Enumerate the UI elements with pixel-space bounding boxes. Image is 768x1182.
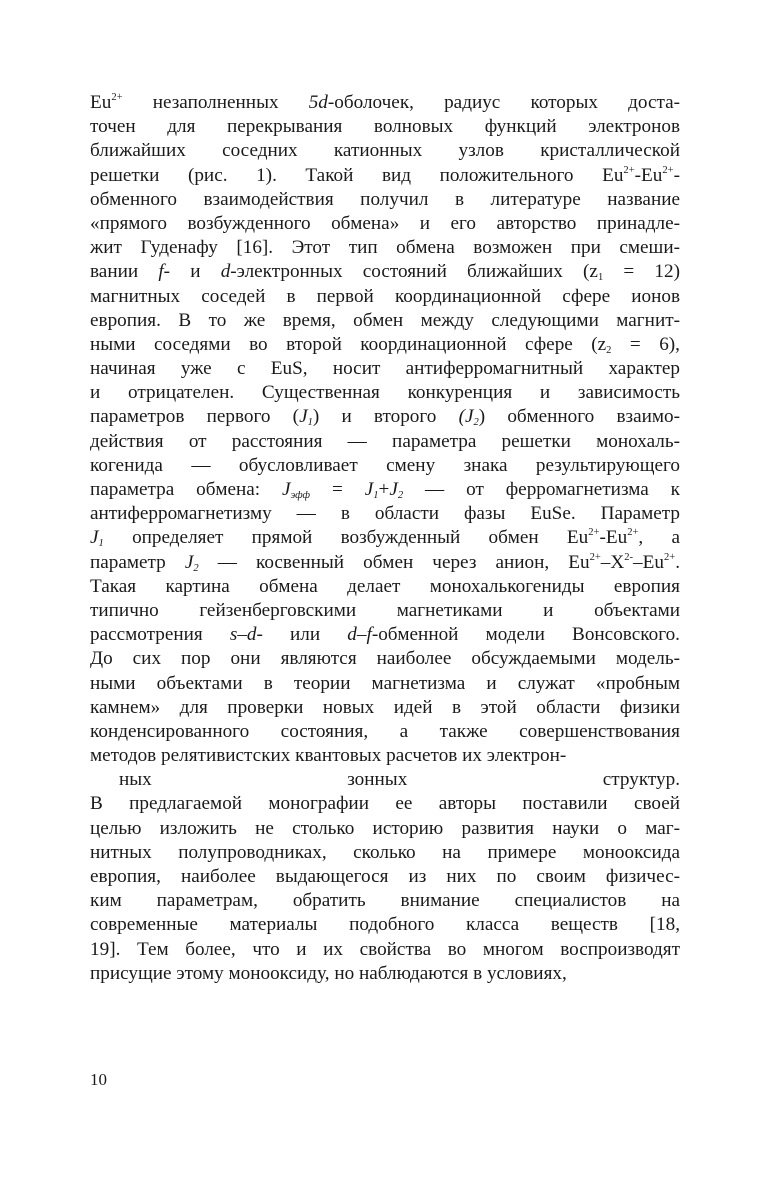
text-line: [90, 575, 680, 599]
text-line: [90, 841, 680, 865]
text-line: [90, 599, 680, 623]
text-line: [90, 381, 680, 405]
text-run: жит Гуденафу [16]. Этот тип обмена возможен при смеши-: [90, 237, 680, 259]
text-line: [90, 526, 680, 550]
text-line: [90, 405, 680, 429]
superscript: 2-: [624, 551, 634, 563]
text-run: J: [282, 479, 291, 500]
text-run: -: [673, 164, 680, 186]
text-run: d: [246, 624, 257, 646]
text-line: [90, 889, 680, 913]
text-run: Такая картина обмена делает монохалькогениды европия: [90, 575, 680, 597]
text-run: ближайших соседних катионных узлов кристаллической: [90, 140, 680, 162]
text-run: J: [299, 406, 308, 428]
text-run: определяет прямой возбужденный обмен Eu: [103, 527, 589, 549]
text-run: ) и второго: [312, 406, 459, 428]
text-line: [90, 696, 680, 720]
text-line: [90, 962, 680, 986]
text-run: — от ферромагнетизма к: [403, 479, 680, 500]
text-run: целью изложить не столько историю развития науки о маг-: [90, 817, 680, 839]
text-line: [90, 672, 680, 696]
text-line: [90, 817, 680, 841]
text-run: параметра обмена:: [90, 479, 283, 500]
text-line: [90, 478, 680, 502]
text-run: начиная уже с EuS, носит антиферромагнитный характер: [90, 358, 680, 380]
text-line: [90, 913, 680, 937]
text-run: s: [229, 624, 238, 646]
subscript: 2: [193, 562, 199, 574]
text-run: -Eu: [599, 527, 628, 549]
superscript: 2+: [111, 92, 123, 104]
subscript: 1: [307, 417, 313, 429]
text-run: когенида — обусловливает смену знака результирующего: [90, 454, 680, 476]
text-run: -электронных состояний ближайших (z: [230, 261, 598, 283]
text-run: d: [347, 624, 357, 646]
text-line: [90, 115, 680, 139]
superscript: 2+: [588, 527, 600, 539]
subscript: 2: [606, 345, 612, 357]
text-run: –X: [600, 551, 625, 573]
text-run: антиферромагнетизму — в области фазы EuSe. Параметр: [90, 503, 680, 525]
text-run: европия, наиболее выдающегося из них по своим физичес-: [90, 866, 680, 887]
text-run: В предлагаемой монографии ее авторы поставили своей: [90, 793, 680, 815]
text-run: J: [90, 527, 99, 549]
page-number: 10: [90, 1070, 107, 1089]
text-line: [90, 623, 680, 647]
text-line: [90, 260, 680, 284]
subscript: 1: [373, 490, 379, 502]
text-run: –: [356, 624, 367, 646]
text-line: [90, 212, 680, 236]
text-run: решетки (рис. 1). Такой вид положительного Eu: [90, 164, 624, 186]
text-line: [90, 309, 680, 333]
text-run: магнитных соседей в первой координационной сфере ионов: [90, 285, 680, 307]
text-run: действия от расстояния — параметра решетки монохаль-: [90, 430, 680, 452]
text-run: нитных полупроводниках, сколько на примере монооксида: [90, 841, 680, 863]
text-run: параметр: [90, 551, 185, 573]
text-run: f: [366, 624, 372, 646]
text-run: = 12): [603, 261, 680, 283]
text-run: европия. В то же время, обмен между следующими магнит-: [90, 309, 680, 331]
superscript: 2+: [623, 164, 635, 176]
text-line: [90, 792, 680, 816]
text-run: и отрицателен. Существенная конкуренция и зависимость: [90, 382, 680, 404]
text-line: [90, 357, 680, 381]
text-run: -обменной модели Вонсовского.: [371, 624, 680, 646]
text-run: =: [310, 479, 365, 500]
body-text: [90, 91, 680, 986]
text-run: ким параметрам, обратить внимание специалистов на: [90, 890, 680, 912]
text-line: [90, 236, 680, 260]
text-run: 19]. Тем более, что и их свойства во многом воспроизводят: [90, 938, 680, 960]
text-run: До сих пор они являются наиболее обсуждаемыми модель-: [90, 648, 680, 670]
text-run: обменного взаимодействия получил в литературе название: [90, 188, 680, 210]
page-body: [90, 91, 680, 986]
text-run: +: [378, 479, 390, 500]
text-run: ных зонных структур.: [119, 769, 680, 791]
text-line: [90, 720, 680, 744]
text-line: [90, 454, 680, 478]
text-run: J: [364, 479, 374, 500]
text-run: конденсированного состояния, а также совершенствования: [90, 720, 680, 742]
text-run: типично гейзенберговскими магнетиками и объектами: [90, 599, 680, 621]
subscript: 1: [597, 272, 604, 284]
text-line: [90, 502, 680, 526]
subscript: 1: [98, 538, 104, 550]
text-run: ными соседями во второй координационной сфере (z: [90, 333, 607, 355]
text-line: [90, 333, 680, 357]
text-run: d: [220, 261, 231, 283]
text-line: [90, 188, 680, 212]
text-line: [90, 139, 680, 163]
text-run: методов релятивистских квантовых расчетов их электрон-: [90, 745, 567, 767]
text-run: камнем» для проверки новых идей в этой области физики: [90, 696, 680, 718]
text-run: «прямого возбужденного обмена» и его авторство принадле-: [90, 212, 680, 234]
subscript: 2: [397, 490, 404, 502]
text-run: точен для перекрывания волновых функций электронов: [90, 116, 680, 138]
superscript: 2+: [589, 551, 601, 563]
text-line: [90, 744, 680, 768]
text-line: [90, 647, 680, 671]
text-line: [90, 551, 680, 575]
text-run: - или: [256, 624, 348, 646]
text-run: -Eu: [634, 164, 663, 186]
text-run: = 6),: [611, 333, 680, 355]
subscript: эфф: [290, 490, 311, 502]
text-line: [90, 285, 680, 309]
text-line: [90, 430, 680, 454]
text-run: ) обменного взаимо-: [478, 406, 680, 428]
text-run: ными объектами в теории магнетизма и служат «пробным: [90, 672, 680, 694]
text-run: 5d: [308, 92, 328, 113]
text-run: Eu: [90, 92, 112, 113]
text-line: [90, 865, 680, 889]
text-run: вании: [90, 261, 159, 283]
text-run: рассмотрения: [90, 624, 230, 646]
text-run: — косвенный обмен через анион, Eu: [198, 551, 590, 573]
text-run: J: [184, 551, 194, 573]
text-run: современные материалы подобного класса веществ [18,: [90, 914, 680, 936]
text-run: - и: [163, 261, 221, 283]
text-run: –: [237, 624, 247, 646]
text-run: f: [158, 261, 164, 283]
text-run: присущие этому монооксиду, но наблюдаются в условиях,: [90, 962, 567, 984]
subscript: 2: [473, 417, 479, 429]
text-run: параметров первого (: [90, 406, 300, 428]
text-line: [90, 164, 680, 188]
text-run: , а: [638, 527, 680, 549]
text-line: [90, 768, 680, 792]
text-line: [90, 938, 680, 962]
superscript: 2+: [663, 551, 676, 563]
text-line: [90, 91, 680, 115]
text-run: .: [675, 551, 680, 573]
text-run: -оболочек, радиус которых доста-: [327, 92, 680, 113]
text-run: –Eu: [633, 551, 664, 573]
superscript: 2+: [627, 527, 639, 539]
text-run: незаполненных: [122, 92, 309, 113]
text-run: (J: [458, 406, 474, 428]
text-run: J: [389, 479, 398, 500]
superscript: 2+: [662, 164, 674, 176]
